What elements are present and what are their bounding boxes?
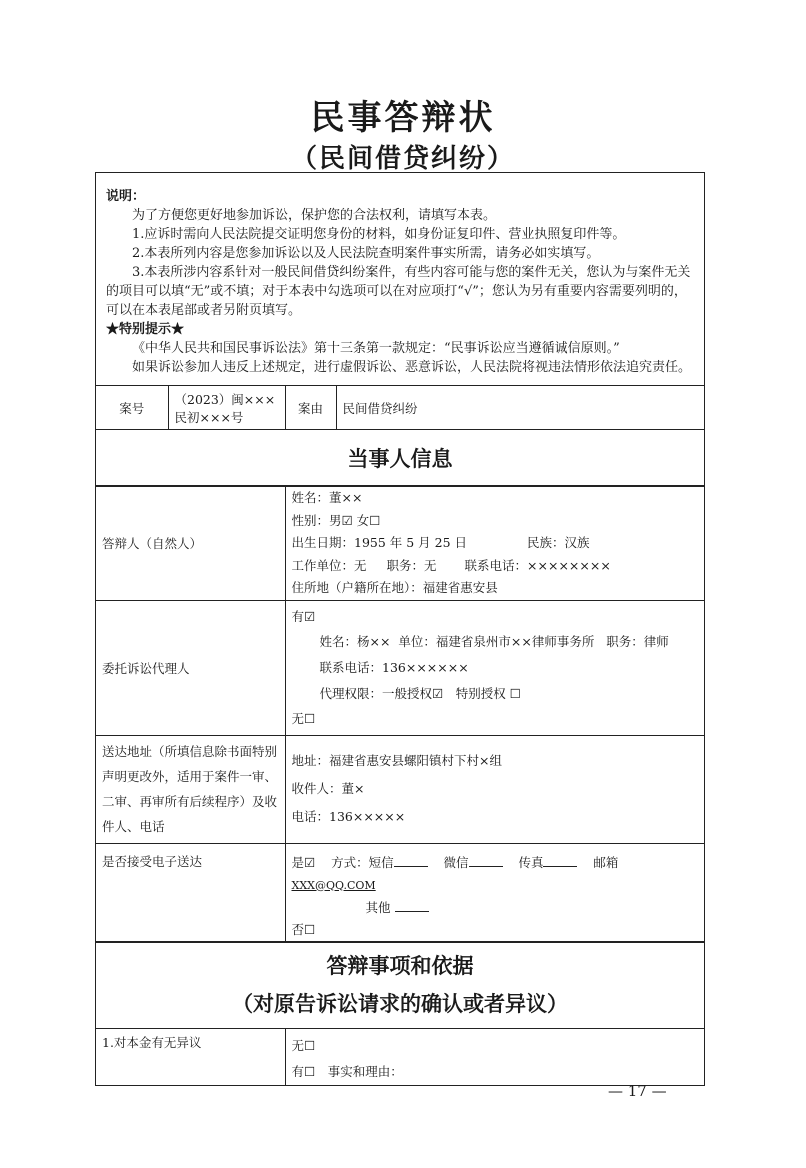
case-cause-value: 民间借贷纠纷 — [336, 386, 704, 430]
detail-table — [96, 486, 704, 942]
document-subtitle: （民间借贷纠纷） — [290, 144, 515, 174]
defense-section — [96, 942, 704, 1028]
electronic-other: 其他 — [365, 899, 391, 915]
service-row — [96, 735, 704, 843]
form-table — [96, 385, 704, 486]
electronic-sms: 方式：短信 — [331, 854, 394, 870]
respondent-details — [285, 487, 704, 601]
agent-details — [285, 600, 704, 735]
agent-label: 委托诉讼代理人 — [96, 600, 285, 735]
agent-authority: 代理权限：一般授权☑ 特别授权 ☐ — [319, 685, 521, 701]
form-frame — [95, 172, 705, 1086]
respondent-name: 姓名：董×× — [291, 490, 363, 505]
respondent-work: 工作单位：无 — [291, 557, 367, 573]
case-cause-label: 案由 — [285, 386, 336, 430]
defense-section-title: 答辩事项和依据 — [326, 953, 474, 978]
respondent-phone: 联系电话：×××××××× — [464, 557, 611, 573]
law-citation: 《中华人民共和国民事诉讼法》第十三条第一款规定：“民事诉讼应当遵循诚信原则。” — [132, 341, 620, 356]
respondent-gender: 性别：男☑ 女☐ — [291, 512, 381, 528]
electronic-details — [285, 843, 704, 941]
agent-has: 有☑ — [291, 608, 316, 624]
respondent-row — [96, 487, 704, 601]
electronic-fax: 传真 — [518, 854, 544, 870]
special-notice-heading: ★特别提示★ — [106, 322, 185, 337]
principal-label: 1.对本金有无异议 — [96, 1028, 285, 1085]
party-section-title: 当事人信息 — [96, 430, 704, 486]
electronic-wechat: 微信 — [443, 854, 469, 870]
electronic-row — [96, 843, 704, 941]
case-row — [96, 386, 704, 430]
agent-row — [96, 600, 704, 735]
instructions-item-1: 1.应诉时需向人民法院提交证明您身份的材料，如身份证复印件、营业执照复印件等。 — [132, 227, 626, 242]
respondent-birth: 出生日期：1955 年 5 月 25 日 — [291, 535, 468, 550]
document-title: 民事答辩状 — [310, 98, 496, 138]
instructions-heading: 说明： — [106, 189, 146, 204]
service-label: 送达地址（所填信息除书面特别声明更改外，适用于案件一审、二审、再审所有后续程序）及收件人、电话 — [96, 735, 285, 843]
agent-post: 职务：律师 — [606, 633, 669, 649]
instructions-item-2: 2.本表所列内容是您参加诉讼以及人民法院查明案件事实所需，请务必如实填写。 — [132, 246, 600, 261]
page-number: — 17 — — [608, 1082, 667, 1100]
instructions-item-3: 3.本表所涉内容系针对一般民间借贷纠纷案件，有些内容可能与您的案件无关，您认为与案件无关的项目可以填“无”或不填；对于本表中勾选项可以在对应项打“√”；您认为另有重要内容需要列明的，可以在本表尾部或者另附页填写。 — [106, 265, 691, 318]
electronic-no: 否☐ — [291, 921, 316, 937]
service-recipient: 收件人：董× — [291, 781, 365, 796]
case-number-value: （2023）闽×××民初×××号 — [168, 386, 285, 430]
respondent-label: 答辩人（自然人） — [96, 487, 285, 601]
party-section-row — [96, 430, 704, 486]
defense-table — [96, 942, 704, 1085]
agent-phone: 联系电话：136×××××× — [319, 659, 469, 675]
case-number-label: 案号 — [96, 386, 168, 430]
principal-none: 无☐ — [291, 1037, 316, 1053]
service-phone: 电话：136××××× — [291, 809, 406, 824]
agent-unit: 单位：福建省泉州市××律师事务所 — [398, 633, 595, 649]
electronic-email-label: 邮箱 — [593, 854, 619, 870]
defense-section-row — [96, 942, 704, 1028]
respondent-post: 职务：无 — [386, 557, 437, 573]
defense-section-subtitle: （对原告诉讼请求的确认或者异议） — [232, 991, 568, 1016]
electronic-yes: 是☑ — [291, 854, 316, 870]
service-details — [285, 735, 704, 843]
warning-text: 如果诉讼参加人违反上述规定，进行虚假诉讼、恶意诉讼，人民法院将视违法情形依法追究责任。 — [132, 360, 692, 375]
service-address: 地址：福建省惠安县螺阳镇村下村×组 — [291, 753, 502, 768]
electronic-email-value: XXX@QQ.COM — [291, 878, 376, 892]
principal-has: 有☐ 事实和理由： — [291, 1063, 403, 1079]
respondent-address: 住所地（户籍所在地）：福建省惠安县 — [291, 580, 498, 595]
respondent-ethnicity: 民族：汉族 — [527, 535, 590, 550]
electronic-label: 是否接受电子送达 — [96, 843, 285, 941]
principal-details — [285, 1028, 704, 1085]
instructions-block — [96, 173, 704, 385]
instructions-intro: 为了方便您更好地参加诉讼，保护您的合法权利，请填写本表。 — [132, 208, 497, 223]
agent-none: 无☐ — [291, 710, 316, 726]
agent-name: 姓名：杨×× — [319, 633, 391, 649]
principal-row — [96, 1028, 704, 1085]
